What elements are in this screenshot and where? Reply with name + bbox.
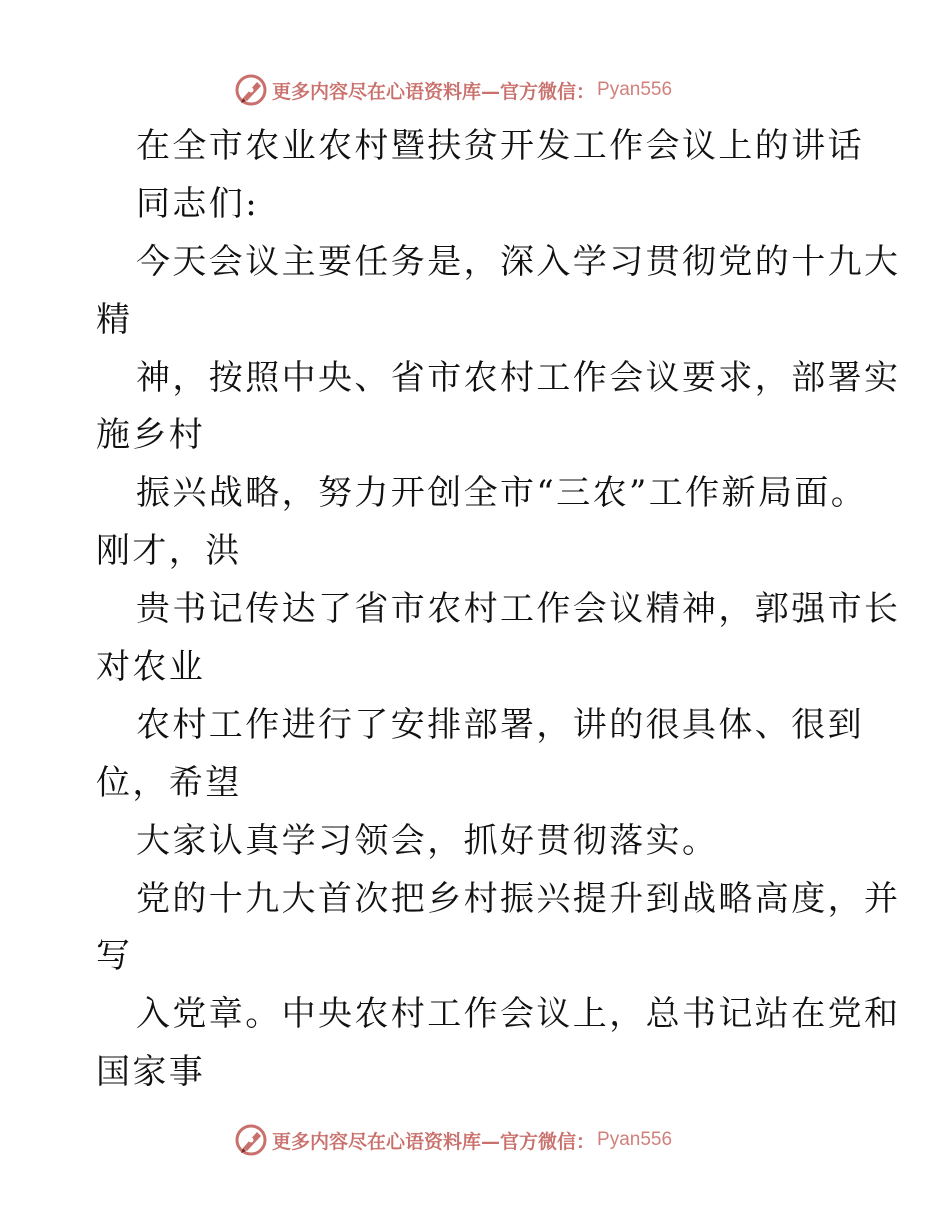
watermark-account: Pyan556 [597,79,673,100]
pen-logo-icon [234,1123,268,1157]
salutation: 同志们: [136,183,260,224]
text-line: 入党章。中央农村工作会议上，总书记站在党和 [136,994,901,1035]
footer-watermark [234,1122,672,1158]
text-line: 对农业 [96,647,206,688]
header-watermark [234,72,672,108]
text-line: 位，希望 [96,762,242,803]
speech-title: 在全市农业农村暨扶贫开发工作会议上的讲话 [136,126,864,166]
watermark-account: Pyan556 [597,1129,673,1150]
text-line: 贵书记传达了省市农村工作会议精神，郭强市长 [136,589,901,630]
text-line: 神，按照中央、省市农村工作会议要求，部署实 [136,357,901,398]
text-line: 国家事 [96,1052,206,1093]
text-line: 大家认真学习领会，抓好贯彻落实。 [136,820,719,861]
text-line: 施乡村 [96,415,206,456]
text-line: 今天会议主要任务是，深入学习贯彻党的十九大 [136,241,901,282]
text-line: 党的十九大首次把乡村振兴提升到战略高度，并 [136,878,901,919]
text-line: 振兴战略，努力开创全市“三农”工作新局面。 [136,473,868,514]
text-line: 刚才，洪 [96,531,242,572]
watermark-text: 更多内容尽在心语资料库—官方微信： [272,80,596,103]
speech-body [96,118,901,1102]
text-line: 写 [96,936,133,977]
pen-logo-icon [234,73,268,107]
watermark-text: 更多内容尽在心语资料库—官方微信： [272,1130,596,1153]
text-line: 农村工作进行了安排部署，讲的很具体、很到 [136,704,864,745]
text-line: 精 [96,299,133,340]
